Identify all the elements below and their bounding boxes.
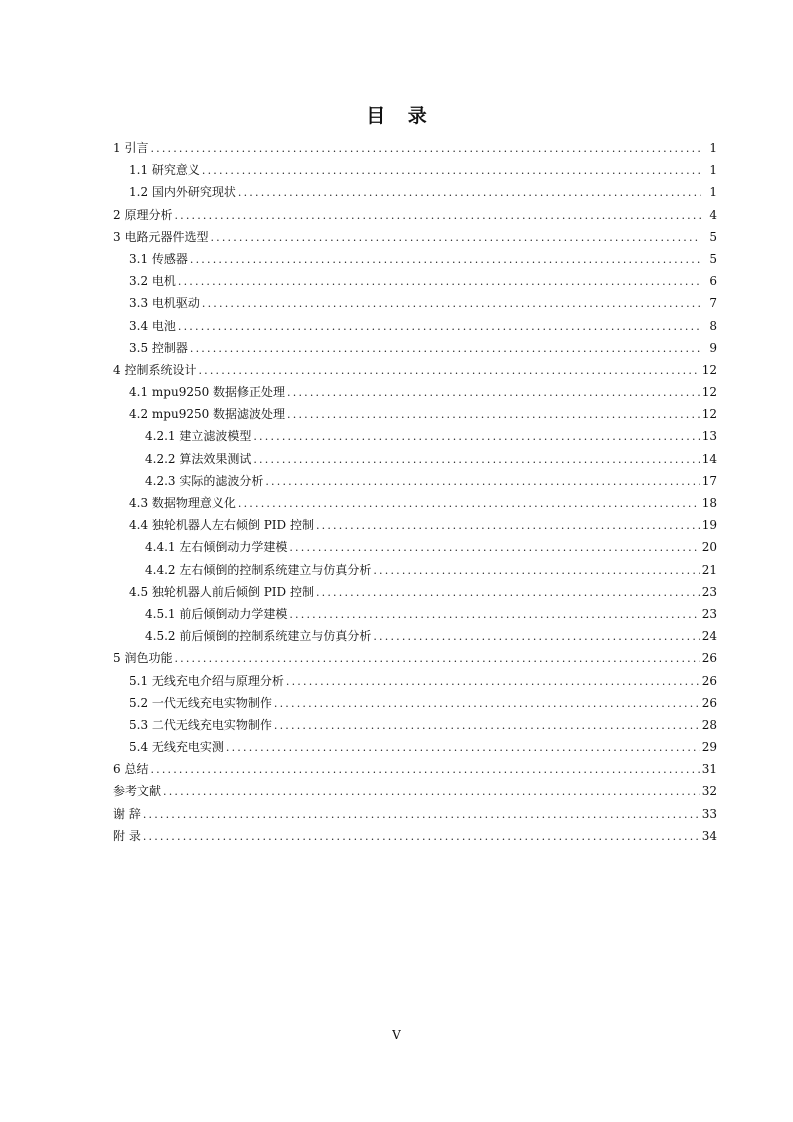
dot-leader <box>316 582 700 604</box>
toc-entry[interactable] <box>113 337 717 359</box>
toc-entry-label: 4.4.1 左右倾倒动力学建模 <box>145 540 288 555</box>
toc-entry-page-number: 26 <box>701 695 717 710</box>
toc-entry[interactable] <box>113 514 717 536</box>
toc-entry-label: 4.5 独轮机器人前后倾倒 PID 控制 <box>129 584 314 599</box>
toc-entry-label: 3.4 电池 <box>129 318 176 333</box>
toc-entry-label: 5.4 无线充电实测 <box>129 740 224 755</box>
toc-entry[interactable] <box>113 470 717 492</box>
dot-leader <box>238 182 701 204</box>
toc-entry[interactable] <box>113 248 717 270</box>
toc-entry-page-number: 26 <box>701 673 717 688</box>
toc-entry[interactable] <box>113 204 717 226</box>
toc-entry-label: 1.1 研究意义 <box>129 163 200 178</box>
toc-entry-page-number: 6 <box>709 274 717 289</box>
page-number: V <box>392 1028 401 1042</box>
toc-entry[interactable] <box>113 603 717 625</box>
toc-entry-page-number: 24 <box>701 629 717 644</box>
toc-entry-page-number: 1 <box>709 141 717 155</box>
dot-leader <box>210 227 701 249</box>
toc-entry-page-number: 29 <box>701 740 717 755</box>
dot-leader <box>190 249 701 271</box>
toc-entry-page-number: 14 <box>701 451 717 466</box>
dot-leader <box>150 759 699 781</box>
toc-entry-page-number: 23 <box>701 584 717 599</box>
toc-entry[interactable] <box>113 581 717 603</box>
toc-entry-label: 3.3 电机驱动 <box>129 296 200 311</box>
toc-entry-label: 6 总结 <box>113 762 149 777</box>
dot-leader <box>178 316 701 338</box>
toc-entry-label: 1.2 国内外研究现状 <box>129 185 236 200</box>
toc-entry-page-number: 4 <box>709 207 717 222</box>
dot-leader <box>226 737 700 759</box>
toc-entry-page-number: 32 <box>701 784 717 799</box>
toc-entry-page-number: 28 <box>701 717 717 732</box>
toc-entry-label: 5 润色功能 <box>113 651 173 666</box>
toc-entry[interactable] <box>113 625 717 647</box>
table-of-contents <box>113 137 717 847</box>
toc-entry[interactable] <box>113 647 717 669</box>
toc-entry[interactable] <box>113 448 717 470</box>
dot-leader <box>274 715 700 737</box>
toc-entry[interactable] <box>113 181 717 203</box>
toc-entry[interactable] <box>113 736 717 758</box>
dot-leader <box>289 604 699 626</box>
toc-entry-label: 谢 辞 <box>113 806 141 821</box>
dot-leader <box>253 426 699 448</box>
toc-entry[interactable] <box>113 159 717 181</box>
dot-leader <box>163 781 700 803</box>
toc-entry[interactable] <box>113 780 717 802</box>
toc-entry[interactable] <box>113 803 717 825</box>
dot-leader <box>289 537 699 559</box>
toc-entry-page-number: 12 <box>701 407 717 422</box>
toc-entry-label: 4.5.2 前后倾倒的控制系统建立与仿真分析 <box>145 629 372 644</box>
dot-leader <box>198 360 699 382</box>
toc-entry-page-number: 8 <box>709 318 717 333</box>
toc-entry[interactable] <box>113 425 717 447</box>
toc-entry[interactable] <box>113 381 717 403</box>
toc-entry-label: 4 控制系统设计 <box>113 362 197 377</box>
dot-leader <box>178 271 701 293</box>
toc-entry-page-number: 23 <box>701 606 717 621</box>
toc-entry-label: 5.1 无线充电介绍与原理分析 <box>129 673 284 688</box>
toc-entry-page-number: 12 <box>701 362 717 377</box>
toc-entry-label: 4.2.1 建立滤波模型 <box>145 429 252 444</box>
toc-entry-page-number: 21 <box>701 562 717 577</box>
toc-entry-page-number: 17 <box>701 473 717 488</box>
toc-entry-label: 4.4 独轮机器人左右倾倒 PID 控制 <box>129 518 314 533</box>
toc-entry-label: 附 录 <box>113 828 141 843</box>
dot-leader <box>174 648 699 670</box>
toc-entry-page-number: 9 <box>709 340 717 355</box>
dot-leader <box>174 205 701 227</box>
toc-entry[interactable] <box>113 536 717 558</box>
toc-entry-label: 2 原理分析 <box>113 207 173 222</box>
dot-leader <box>373 626 699 648</box>
toc-entry-page-number: 5 <box>709 229 717 244</box>
toc-entry-page-number: 33 <box>701 806 717 821</box>
dot-leader <box>316 515 700 537</box>
dot-leader <box>287 382 700 404</box>
dot-leader <box>253 449 699 471</box>
dot-leader <box>286 671 700 693</box>
toc-entry-page-number: 1 <box>709 163 717 178</box>
toc-entry[interactable] <box>113 714 717 736</box>
toc-entry[interactable] <box>113 315 717 337</box>
toc-entry[interactable] <box>113 226 717 248</box>
toc-entry-page-number: 18 <box>701 496 717 510</box>
toc-entry-label: 4.5.1 前后倾倒动力学建模 <box>145 606 288 621</box>
dot-leader <box>202 160 701 182</box>
toc-entry-page-number: 20 <box>701 540 717 555</box>
dot-leader <box>143 804 700 826</box>
page-title: 目 录 <box>366 105 435 127</box>
dot-leader <box>373 560 699 582</box>
dot-leader <box>238 493 700 515</box>
toc-entry-label: 4.1 mpu9250 数据修正处理 <box>129 385 286 400</box>
dot-leader <box>274 693 700 715</box>
toc-entry-label: 4.3 数据物理意义化 <box>129 496 236 510</box>
toc-entry[interactable] <box>113 137 717 159</box>
toc-entry[interactable] <box>113 559 717 581</box>
toc-entry-page-number: 26 <box>701 651 717 666</box>
toc-entry-page-number: 1 <box>709 185 717 200</box>
toc-entry[interactable] <box>113 825 717 847</box>
dot-leader <box>265 471 699 493</box>
toc-entry[interactable] <box>113 292 717 314</box>
toc-entry[interactable] <box>113 359 717 381</box>
toc-entry-label: 5.3 二代无线充电实物制作 <box>129 717 272 732</box>
dot-leader <box>287 404 700 426</box>
dot-leader <box>202 293 701 315</box>
toc-entry[interactable] <box>113 403 717 425</box>
toc-entry-label: 1 引言 <box>113 141 149 155</box>
toc-entry-label: 3 电路元器件选型 <box>113 229 209 244</box>
dot-leader <box>190 338 701 360</box>
toc-entry-page-number: 19 <box>701 518 717 533</box>
toc-entry-page-number: 31 <box>701 762 717 777</box>
toc-entry-label: 3.1 传感器 <box>129 251 188 266</box>
toc-entry-label: 4.2.3 实际的滤波分析 <box>145 473 264 488</box>
toc-entry-page-number: 7 <box>709 296 717 311</box>
toc-entry[interactable] <box>113 270 717 292</box>
toc-entry-label: 参考文献 <box>113 784 162 799</box>
dot-leader <box>143 826 700 848</box>
toc-entry-label: 3.5 控制器 <box>129 340 188 355</box>
toc-entry-label: 4.2 mpu9250 数据滤波处理 <box>129 407 286 422</box>
toc-entry[interactable] <box>113 670 717 692</box>
toc-entry-label: 4.2.2 算法效果测试 <box>145 451 252 466</box>
toc-entry-page-number: 13 <box>701 429 717 444</box>
toc-entry[interactable] <box>113 692 717 714</box>
toc-entry-page-number: 12 <box>701 385 717 400</box>
toc-entry[interactable] <box>113 492 717 514</box>
toc-entry-label: 5.2 一代无线充电实物制作 <box>129 695 272 710</box>
toc-entry-page-number: 34 <box>701 828 717 843</box>
toc-entry[interactable] <box>113 758 717 780</box>
toc-entry-label: 3.2 电机 <box>129 274 176 289</box>
toc-entry-page-number: 5 <box>709 251 717 266</box>
toc-entry-label: 4.4.2 左右倾倒的控制系统建立与仿真分析 <box>145 562 372 577</box>
dot-leader <box>150 138 701 160</box>
